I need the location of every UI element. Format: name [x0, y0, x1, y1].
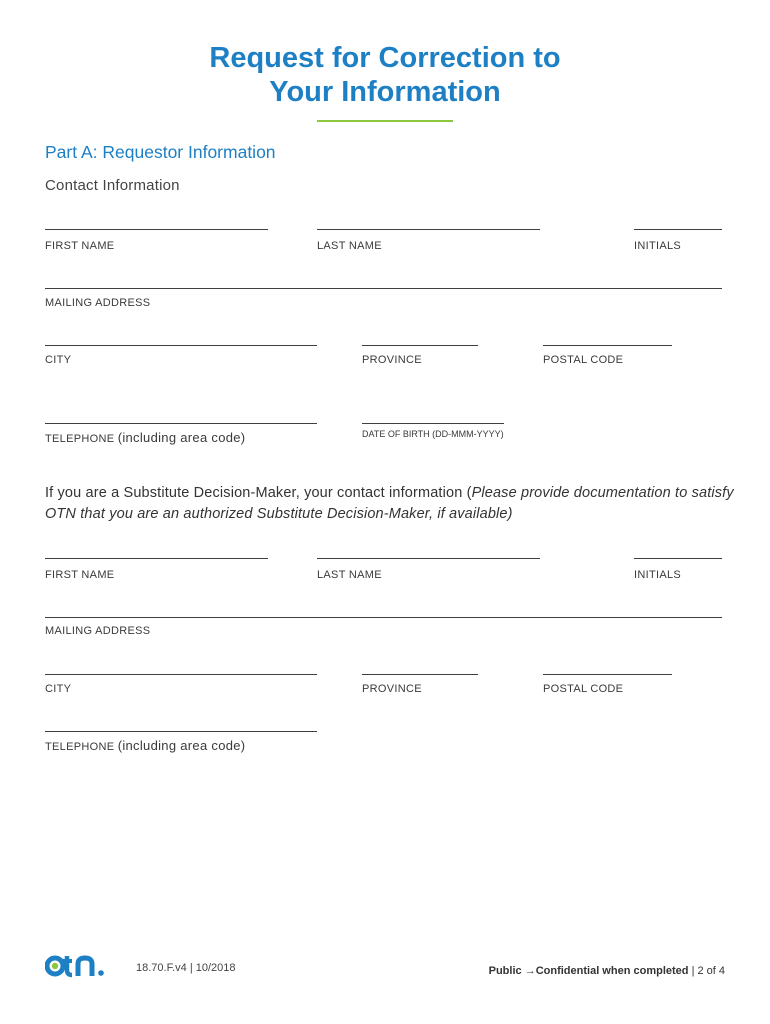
- classification-notice: [430, 965, 725, 977]
- sdm-initials-label: INITIALS: [634, 569, 682, 581]
- contact-info-subheading: Contact Information: [45, 177, 180, 194]
- city-field[interactable]: [45, 345, 317, 346]
- classification-to: Confidential when completed: [535, 965, 689, 977]
- arrow-right-icon: →: [524, 965, 536, 977]
- title-divider: [317, 120, 453, 122]
- page-number: | 2 of 4: [691, 965, 725, 977]
- sdm-mailing-address-label: MAILING ADDRESS: [45, 625, 151, 637]
- province-field[interactable]: [362, 345, 478, 346]
- city-label: CITY: [45, 354, 72, 366]
- sdm-mailing-address-field[interactable]: [45, 617, 722, 618]
- otn-logo: [45, 950, 115, 980]
- first-name-label: FIRST NAME: [45, 240, 115, 252]
- sdm-telephone-note: (including area code): [117, 738, 246, 753]
- telephone-field[interactable]: [45, 423, 317, 424]
- classification-from: Public: [488, 965, 522, 977]
- sdm-postal-code-field[interactable]: [543, 674, 672, 675]
- telephone-label-text: TELEPHONE: [45, 433, 115, 445]
- sdm-telephone-label: [45, 738, 245, 753]
- date-of-birth-label: DATE OF BIRTH (DD-MMM-YYYY): [362, 429, 504, 439]
- sdm-intro-italic: Please provide documentation to satisfy OTN that you are an authorized Substitute Decision-Maker, if available): [45, 485, 734, 522]
- page-title-line-1: Request for Correction to: [209, 42, 561, 74]
- sdm-city-label: CITY: [45, 683, 72, 695]
- sdm-initials-field[interactable]: [634, 558, 722, 559]
- telephone-note: (including area code): [117, 430, 246, 445]
- sdm-last-name-field[interactable]: [317, 558, 540, 559]
- first-name-field[interactable]: [45, 229, 268, 230]
- sdm-province-label: PROVINCE: [362, 683, 422, 695]
- sdm-first-name-field[interactable]: [45, 558, 268, 559]
- last-name-field[interactable]: [317, 229, 540, 230]
- sdm-telephone-field[interactable]: [45, 731, 317, 732]
- sdm-telephone-label-text: TELEPHONE: [45, 741, 115, 753]
- sdm-first-name-label: FIRST NAME: [45, 569, 115, 581]
- province-label: PROVINCE: [362, 354, 422, 366]
- postal-code-field[interactable]: [543, 345, 672, 346]
- postal-code-label: POSTAL CODE: [543, 354, 624, 366]
- last-name-label: LAST NAME: [317, 240, 382, 252]
- telephone-label: [45, 430, 245, 445]
- initials-label: INITIALS: [634, 240, 682, 252]
- mailing-address-field[interactable]: [45, 288, 722, 289]
- mailing-address-label: MAILING ADDRESS: [45, 297, 151, 309]
- sdm-city-field[interactable]: [45, 674, 317, 675]
- sdm-province-field[interactable]: [362, 674, 478, 675]
- initials-field[interactable]: [634, 229, 722, 230]
- section-heading-part-a: Part A: Requestor Information: [45, 142, 276, 162]
- sdm-last-name-label: LAST NAME: [317, 569, 382, 581]
- sdm-intro-text: If you are a Substitute Decision-Maker, your contact information (: [45, 485, 472, 501]
- date-of-birth-field[interactable]: [362, 423, 504, 424]
- page-title-line-2: Your Information: [269, 76, 501, 108]
- form-code: 18.70.F.v4 | 10/2018: [136, 962, 236, 974]
- sdm-instructions: [45, 483, 735, 525]
- sdm-postal-code-label: POSTAL CODE: [543, 683, 624, 695]
